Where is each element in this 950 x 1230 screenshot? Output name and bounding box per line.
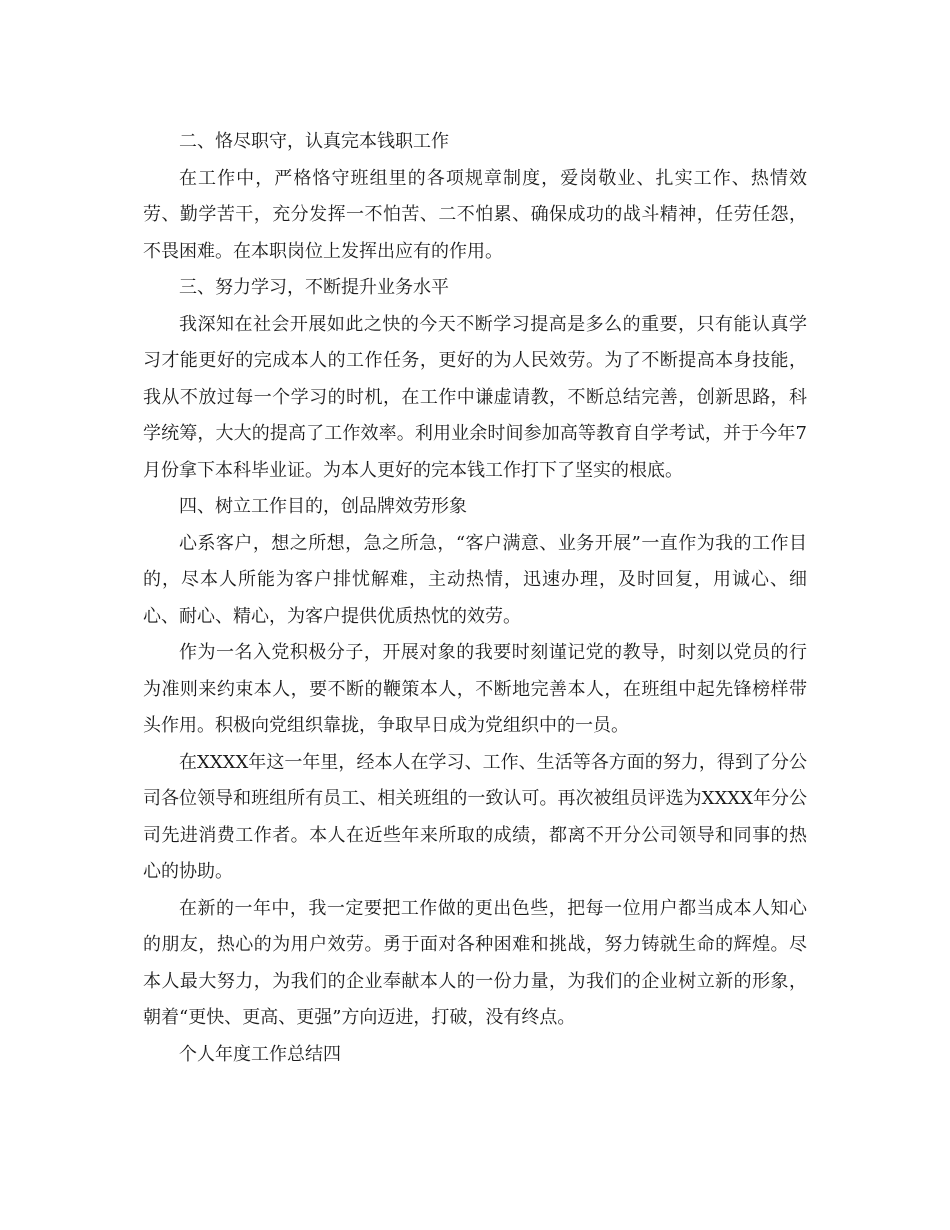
- body-paragraph: 作为一名入党积极分子，开展对象的我要时刻谨记党的教导，时刻以党员的行为准则来约束本人，要不断的鞭策本人，不断地完善本人，在班组中起先锋榜样带头作用。积极向党组织靠拢，争取早日成为党组织中的一员。: [143, 642, 807, 736]
- document-body: [143, 124, 807, 1073]
- body-paragraph: 我深知在社会开展如此之快的今天不断学习提高是多么的重要，只有能认真学习才能更好的完成本人的工作任务，更好的为人民效劳。为了不断提高本身技能，我从不放过每一个学习的时机，在工作中谦虚请教，不断总结完善，创新思路，科学统筹，大大的提高了工作效率。利用业余时间参加高等教育自学考试，并于今年7月份拿下本科毕业证。为本人更好的完本钱工作打下了坚实的根底。: [143, 313, 807, 481]
- body-paragraph: 心系客户，想之所想，急之所急，“客户满意、业务开展”一直作为我的工作目的，尽本人所能为客户排忧解难，主动热情，迅速办理，及时回复，用诚心、细心、耐心、精心，为客户提供优质热忱的效劳。: [143, 532, 807, 627]
- section-heading-3: 三、努力学习，不断提升业务水平: [179, 277, 449, 298]
- next-section-title: 个人年度工作总结四: [179, 1043, 341, 1065]
- section-heading-2: 二、恪尽职守，认真完本钱职工作: [179, 131, 449, 152]
- body-paragraph: 在新的一年中，我一定要把工作做的更出色些，把每一位用户都当成本人知心的朋友，热心的为用户效劳。勇于面对各种困难和挑战，努力铸就生命的辉煌。尽本人最大努力，为我们的企业奉献本人的一份力量，为我们的企业树立新的形象，朝着“更快、更高、更强”方向迈进，打破，没有终点。: [143, 897, 807, 1028]
- body-paragraph: 在工作中，严格恪守班组里的各项规章制度，爱岗敬业、扎实工作、热情效劳、勤学苦干，充分发挥一不怕苦、二不怕累、确保成功的战斗精神，任劳任怨，不畏困难。在本职岗位上发挥出应有的作用。: [143, 167, 807, 262]
- section-heading-4: 四、树立工作目的，创品牌效劳形象: [179, 496, 467, 517]
- body-paragraph: 在XXXX年这一年里，经本人在学习、工作、生活等各方面的努力，得到了分公司各位领导和班组所有员工、相关班组的一致认可。再次被组员评选为XXXX年分公司先进消费工作者。本人在近些年来所取的成绩，都离不开分公司领导和同事的热心的协助。: [143, 751, 807, 882]
